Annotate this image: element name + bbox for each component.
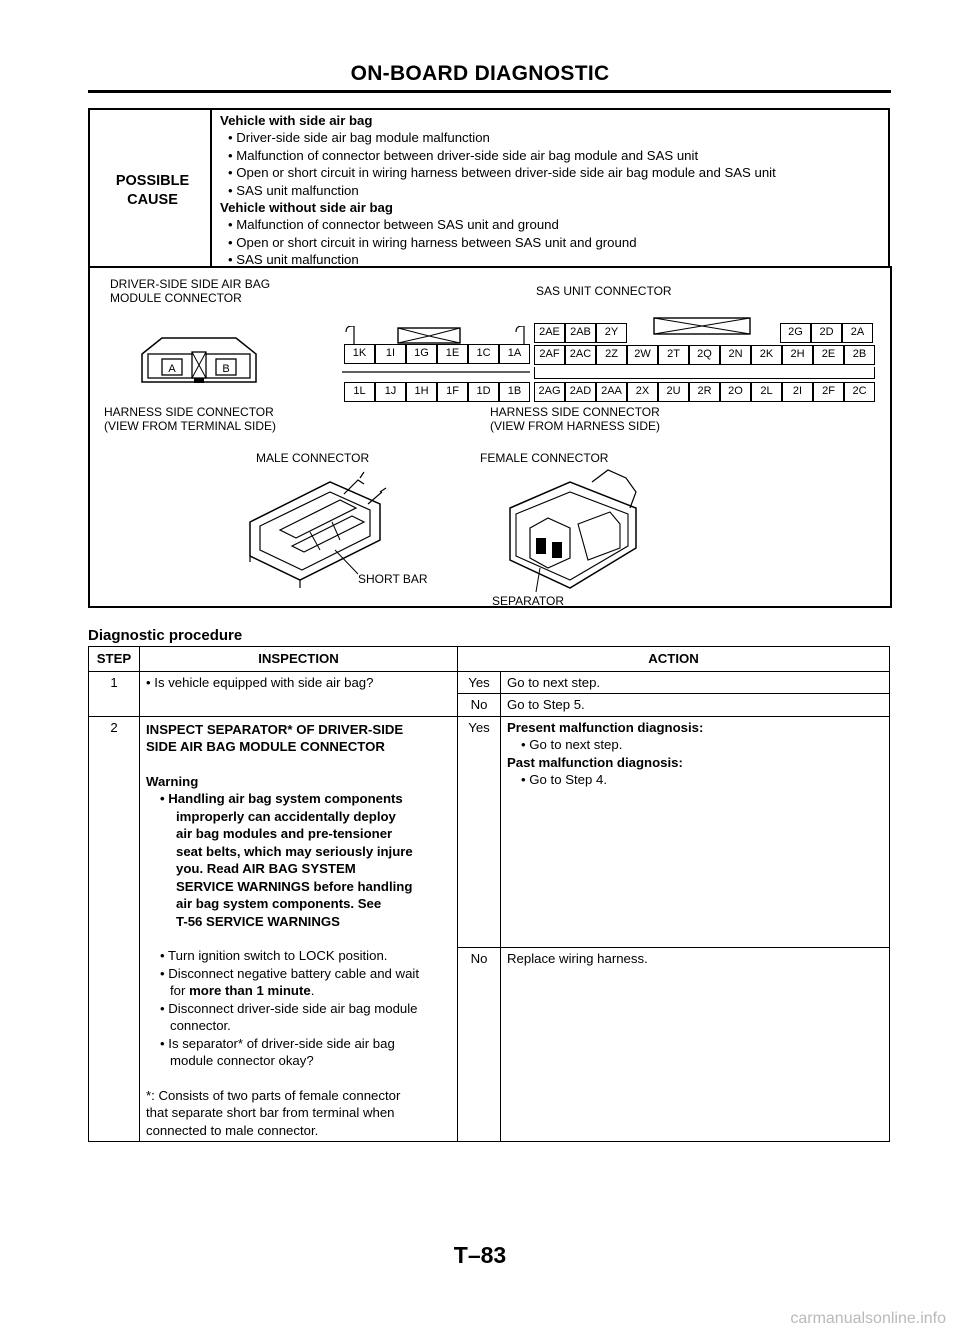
sas-pin: 2AB xyxy=(565,323,596,343)
possible-cause-label-line1: POSSIBLE xyxy=(115,173,190,189)
possible-cause-label xyxy=(100,172,205,210)
step-1-yes: Yes xyxy=(458,671,501,694)
sas-connector-title: SAS UNIT CONNECTOR xyxy=(536,284,672,298)
sas-connector-right-key xyxy=(652,316,752,338)
cause-heading-without: Vehicle without side air bag xyxy=(220,200,393,216)
driver-connector-diagram xyxy=(140,336,260,386)
table-row xyxy=(89,716,890,947)
sas-pin: 1K xyxy=(344,344,375,364)
sas-pin: 2AF xyxy=(534,345,565,365)
header-inspection: INSPECTION xyxy=(140,647,458,672)
possible-cause-list xyxy=(220,112,880,269)
sas-pin: 2AC xyxy=(565,345,596,365)
sas-pin: 1A xyxy=(499,344,530,364)
sas-pin: 2AE xyxy=(534,323,565,343)
cause-item: • Open or short circuit in wiring harness between SAS unit and ground xyxy=(228,234,637,250)
sas-pin: 2T xyxy=(658,345,689,365)
sas-right-divider xyxy=(534,367,875,379)
connector-diagram-box xyxy=(88,266,892,608)
sas-pin: 2U xyxy=(658,382,689,402)
step-2-yes-action: Present malfunction diagnosis: • Go to next step. Past malfunction diagnosis: • Go to Step 4. xyxy=(501,716,890,947)
title-rule xyxy=(88,90,891,93)
diagnostic-table xyxy=(88,646,890,1142)
step-2-inspection: INSPECT SEPARATOR* OF DRIVER-SIDE SIDE AIR BAG MODULE CONNECTOR Warning • Handling air bag system components improperly can accidentally deploy air bag modules and pre-tensioner seat belts, which may seriously injure you. Read AIR BAG SYSTEM SERVICE WARNINGS before handling air bag system components. See T-56 SERVICE WARNINGS • Turn ignition switch to LOCK position. • Disconnect negative battery cable and wait for more than 1 minute. • Disconnect driver-side side air bag module connector. • Is separator* of driver-side side air bag module connector okay? *: Consists of two parts of female connector that separate short bar from terminal when connected to male connector. xyxy=(140,716,458,1142)
driver-connector-title: DRIVER-SIDE SIDE AIR BAG MODULE CONNECTOR xyxy=(110,277,271,305)
sas-pin: 2A xyxy=(842,323,873,343)
header-action: ACTION xyxy=(458,647,890,672)
sas-pin: 2C xyxy=(844,382,875,402)
sas-pin: 2D xyxy=(811,323,842,343)
step-1-inspection: • Is vehicle equipped with side air bag? xyxy=(140,671,458,716)
sas-pin: 1B xyxy=(499,382,530,402)
sas-pin: 2B xyxy=(844,345,875,365)
sas-pin: 2X xyxy=(627,382,658,402)
cause-item: • Open or short circuit in wiring harness between driver-side side air bag module and SAS unit xyxy=(228,165,776,181)
step-2-number: 2 xyxy=(89,716,140,1142)
step-2-no-action: Replace wiring harness. xyxy=(501,947,890,1142)
cause-item: • SAS unit malfunction xyxy=(228,252,359,268)
sas-pin: 2Z xyxy=(596,345,627,365)
sas-pin: 2K xyxy=(751,345,782,365)
sas-pin: 2N xyxy=(720,345,751,365)
separator-label: SEPARATOR xyxy=(492,594,565,608)
driver-view-caption: HARNESS SIDE CONNECTOR (VIEW FROM TERMINAL SIDE) xyxy=(104,405,277,433)
sas-pin: 2Y xyxy=(596,323,627,343)
sas-pin: 2O xyxy=(720,382,751,402)
sas-pin: 2AG xyxy=(534,382,565,402)
sas-pin: 1E xyxy=(437,344,468,364)
sas-pin: 1C xyxy=(468,344,499,364)
table-header-row xyxy=(89,647,890,672)
sas-pin: 2AA xyxy=(596,382,627,402)
step-1-no-action: Go to Step 5. xyxy=(501,694,890,717)
sas-pin: 1F xyxy=(437,382,468,402)
sas-view-caption: HARNESS SIDE CONNECTOR (VIEW FROM HARNESS SIDE) xyxy=(490,405,661,433)
short-bar-label: SHORT BAR xyxy=(358,572,428,586)
cause-item: • SAS unit malfunction xyxy=(228,182,359,198)
possible-cause-label-line2: CAUSE xyxy=(127,192,178,208)
table-row xyxy=(89,671,890,694)
page-title: ON-BOARD DIAGNOSTIC xyxy=(350,62,610,85)
driver-pin-a: A xyxy=(168,363,176,375)
sas-pin: 2AD xyxy=(565,382,596,402)
sas-pin: 1D xyxy=(468,382,499,402)
sas-pin: 2L xyxy=(751,382,782,402)
sas-pin: 1J xyxy=(375,382,406,402)
sas-pin: 1G xyxy=(406,344,437,364)
step-1-yes-action: Go to next step. xyxy=(501,671,890,694)
sas-pin: 2E xyxy=(813,345,844,365)
female-connector-diagram xyxy=(500,468,650,598)
cause-heading-with: Vehicle with side air bag xyxy=(220,113,373,128)
sas-pin: 1H xyxy=(406,382,437,402)
sas-pin: 2R xyxy=(689,382,720,402)
sas-pin: 2H xyxy=(782,345,813,365)
cause-item: • Malfunction of connector between driver-side side air bag module and SAS unit xyxy=(228,147,699,163)
step-2-no: No xyxy=(458,947,501,1142)
female-connector-label: FEMALE CONNECTOR xyxy=(480,451,609,465)
sas-pin: 2I xyxy=(782,382,813,402)
diagnostic-title: Diagnostic procedure xyxy=(88,627,243,644)
warning-title: Warning xyxy=(146,773,199,789)
page-number: T–83 xyxy=(453,1242,507,1268)
sas-pin: 1I xyxy=(375,344,406,364)
cause-item: • Driver-side side air bag module malfunction xyxy=(228,130,490,146)
watermark: carmanualsonline.info xyxy=(790,1310,946,1327)
step-1-no: No xyxy=(458,694,501,717)
cause-item: • Malfunction of connector between SAS unit and ground xyxy=(228,217,559,233)
male-connector-label: MALE CONNECTOR xyxy=(256,451,370,465)
driver-pin-b: B xyxy=(222,363,230,375)
sas-pin: 2W xyxy=(627,345,658,365)
sas-pin: 2Q xyxy=(689,345,720,365)
header-step: STEP xyxy=(89,647,140,672)
sas-pin: 2F xyxy=(813,382,844,402)
sas-pin: 1L xyxy=(344,382,375,402)
step-2-yes: Yes xyxy=(458,716,501,947)
possible-cause-divider xyxy=(210,108,212,268)
sas-pin: 2G xyxy=(780,323,811,343)
step-1-number: 1 xyxy=(89,671,140,716)
